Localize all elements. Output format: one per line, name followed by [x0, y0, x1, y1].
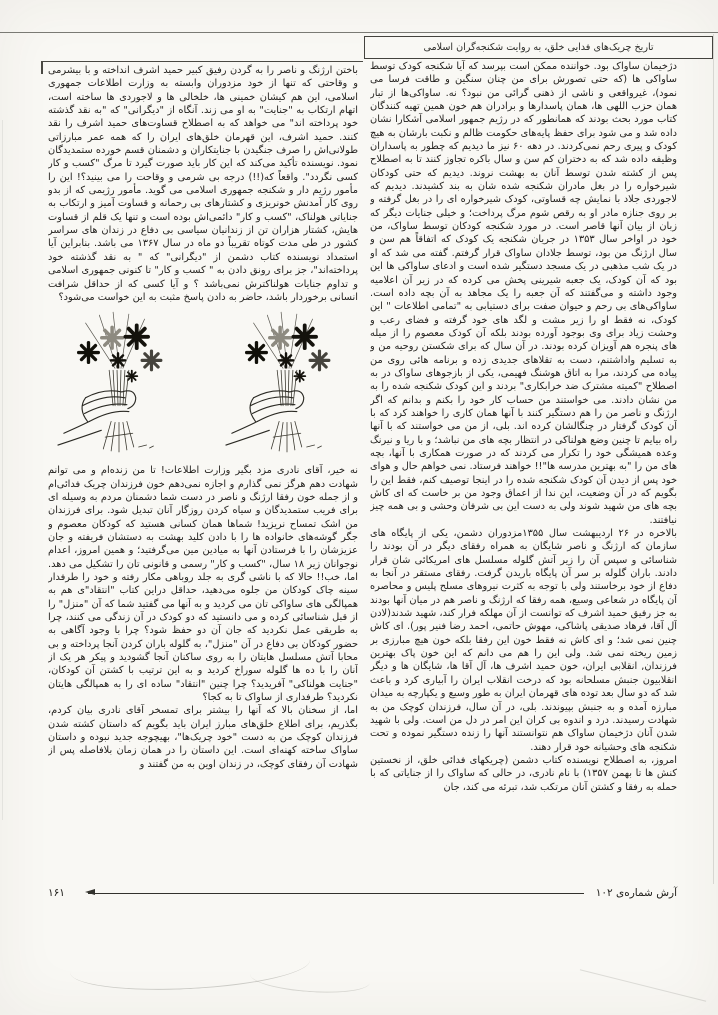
bouquet-drawing-right: [224, 311, 350, 459]
left-column-corner-tick: [41, 61, 43, 74]
paragraph: باختن ارژنگ و ناصر را به گردن رفیق کبیر حمید اشرف انداخته و با بیشرمی و وقاحتی که تنها از خود مزدوران وابسته به وزارت اطلاعات جمهوری اسلامی، این هم کیشان خمینی ها، خلخالی ها و لاجوردی ها ساخته است، اتهام ارتکاب به "جنایت" به او می زند. آنگاه از "دیگرانی" که "به نقد گذشته خود پرداخته اند" می خواهد که به اصطلاح قساوت‌های حمید اشرف را نقد کنند. حمید اشرف، این قهرمان خلق‌های ایران را که همه عمر مبارزاتی طولانی‌اش را صرف جنگیدن با جنایتکاران و دشمنان قسم خورده ستمدیدگان نمود. نویسنده تأکید می‌کند که این کار باید صورت گیرد تا مرگ "کسب و کار کسی نگردد". واقعاً که(!!) درجه بی شرمی و وقاحت را می بینید؟! این را مأمور رژیم دار و شکنجه جمهوری اسلامی می گوید. مأمور رژیمی که از بدو روی کار آمدنش خونریزی و کشتارهای بی رحمانه و قساوت آمیز و ارتکاب به جنایاتی هولناک، "کسب و کار" دائمی‌اش بوده است و تنها یک قلم از قساوت هایش، کشتار هزاران تن از زندانیان سیاسی بی دفاع در زندان های سراسر کشور در طی مدت کوتاه تقریباً دو ماه در سال ۱۳۶۷ می باشد. بنابراین آیا استمداد نویسنده کتاب دشمن از "دیگرانی" که " به نقد گذشته خود پرداخته‌اند"، جز برای رونق دادن به " کسب و کار" تا کنونی جمهوری اسلامی و تداوم جنایات هولناکترش نمی‌باشد ؟ و آیا کسی که از حداقل شرافت انسانی برخوردار باشد، حاضر به دادن پاسخ مثبت به این خواست می‌شود؟: [48, 65, 358, 303]
page-number: ۱۶۱: [48, 887, 65, 899]
left-text-column: [48, 64, 358, 884]
scan-artifact: [713, 34, 714, 884]
flower-bouquet-illustration: [48, 309, 358, 461]
right-text-column: [370, 60, 677, 884]
footer-arrow-icon: [88, 893, 584, 894]
header-rule: [0, 32, 718, 33]
journal-title: آرش شماره‌ی ۱۰۲: [595, 887, 677, 899]
scan-artifact: [69, 938, 311, 995]
header-title: تاریخ چریک‌های فدایی خلق، به روایت شکنجه‌گران اسلامی: [423, 42, 654, 53]
paragraph: دژخیمان ساواک بود. خواننده ممکن است بپرسد که آیا شکنجه کودک توسط ساواکی ها (که حتی تصورش برای من چنان سنگین و طاقت فرسا می نمود)، غیرواقعی و ناشی از ذهنی گرائی من نبود؟ نه. ساواکی‌ها از تبار همان حزب اللهی ها، همان پاسدارها و برادران هم خون همین تهیه کنندگان کتاب مورد بحث بودند که همانطور که در رژیم جمهور اسلامی آشکارا نشان داده شد و می شود برای حفظ پایه‌های حکومت ظالم و نکبت بارشان به هیچ کودک و پیری رحم نمی‌کردند. در دهه ۶۰ نیز ما دیدیم که چطور به پاسداران وظیفه داده شد که به دختران کم سن و سال باکره تجاوز کنند تا به اصطلاح پس از کشته شدن توسط آنان به بهشت نروند. دیدیم که حتی کودکان شیرخواره را در بغل مادران شکنجه شده شان به بند کشیدند. دیدیم که لاجوردی جلاد با نمایش چه قساوتی، کودک شیرخواره ای را در بغل گرفته و بر روی جنازه مادر او به رقص شوم مرگ پرداخت؛ و خیلی جنایات دیگر که زبان از بیان آنها قاصر است. در مورد شکنجه کودکان توسط ساواک، من خود در اواخر سال ۱۳۵۳ در جریان شکنجه یک کودک که اتفاقاً هم سن و سال ارژنگ من بود، توسط جلادان ساواک قرار گرفتم. گفته می شد که او در یک شب مذهبی در یک مسجد دستگیر شده است و ادعای ساواکی ها این بود که آن کودک، یک جعبه شیرینی پخش می کرده که در زیر آن اعلامیه وجود داشته و می‌گفتند که آن جعبه را یک مجاهد به آن بچه داده است. ساواکی‌های بی رحم و حیوان صفت برای دستیابی به "تمامی اطلاعات " این کودک، نه فقط او را زیر مشت و لگد های خود گرفته و فضای رعب و وحشت زیاد برای وی بوجود آورده بودند بلکه آن کودک معصوم را از میله های پنجره هم آویزان کرده بودند. در آن سال که برای شکستن روحیه من و به تسلیم واداشتنم، دست به تقلاهای جدیدی زده و برنامه هائی روی من پیاده می کردند، مرا به اتاق هوشنگ فهیمی، یکی از بازجوهای ساواک در به اصطلاح "کمیته مشترک ضد خرابکاری" بردند و این کودک شکنجه شده را به من نشان دادند. می خواستند من حساب کار خود را بکنم و بدانم که اگر ارژنگ و ناصر من را هم دستگیر کنند با آنها همان کاری را خواهند کرد که با آن کودک گرفتار در چنگالشان کرده اند. بلی، از من می خواستند که با آنها راه بیایم تا چنین وضع هولناکی در انتظار بچه های من نباشد؛ و با ریا و نیرنگ وعده همیشگی خود را تکرار می کردند که در صورت همکاری با آنها، بچه های من را "به بهترین مدرسه ها"!! خواهند فرستاد. نمی خواهم حال و هوای خود پس از دیدن آن کودک شکنجه شده را در اینجا توصیف کنم، فقط این را بگویم که در آن وضعیت، این ندا از اعماق وجود من بر خاست که ای کاش بچه های من شهید شوند ولی به دست این بی شرفان وحشی و بی همه چیز نیافتند.: [370, 61, 677, 526]
bouquet-drawing-left: [56, 311, 182, 459]
paragraph: بالاخره در ۲۶ اردیبهشت سال ۱۳۵۵مزدوران دشمن، یکی از پایگاه های سازمان که ارژنگ و ناصر شایگان به همراه رفقای دیگر در آن بودند را شناسائی و سپس آن را زیر آتش گلوله مسلسل های امریکائی شان قرار دادند. باران گلوله بر سر آن پایگاه باریدن گرفت. رفقای مستقر در آنجا به دفاع از خود برخاستند ولی با توجه به کثرت نیروهای مسلح پلیس و محاصره آن پایگاه در شعاعی وسیع، همه رفقا که ارژنگ و ناصر هم در میان آنها بودند به جز رفیق حمید اشرف که توانست از آن مهلکه فرار کند، شهید شدند(لادن آل آقا، فرهاد صدیقی پاشاکی، مهوش حاتمی، احمد رضا فنیر پور). ای کاش چنین نمی شد؛ و ای کاش نه فقط خون این رفقا بلکه خون هیچ مبارزی بر زمین ریخته نمی شد. ولی این را هم می دانم که این خون پاک بهترین فرزندان, انقلابی ایران، خون حمید اشرف ها، آل آقا ها، شایگان ها و دیگر انقلابیون جنبش مسلحانه بود که درخت انقلاب ایران را آبیاری کرد و باعث شد که دو سال بعد توده های قهرمان ایران به طور وسیع و یکپارچه به میدان مبارزه آمده و به جنبش بپیوندند. بلی، در آن سال، فرزندان کوچک من به شهادت رسیدند. درد و اندوه بی کران این امر در دل من است. ولی با شهید شدن آنان دژخیمان ساواک هم نتوانستند آنها را زنده دستگیر نموده و تحت شکنجه های وحشیانه خود قرار دهند.: [370, 528, 677, 753]
page-footer: [48, 884, 677, 902]
header-title-box: [364, 36, 713, 59]
scan-artifact: [249, 961, 371, 996]
paragraph: امروز، به اصطلاح نویسنده کتاب دشمن (چریکهای فدائی خلق، از نخستین کنش ها تا بهمن ۱۳۵۷) با نام نادری، در حالی که ساواک را از جنایاتی که با حمله به رفقا و کشتن آنان مرتکب شد، تبرئه می کند، جان: [370, 754, 677, 793]
scan-artifact: [2, 120, 3, 820]
paragraph: نه خیر، آقای نادری مزد بگیر وزارت اطلاعات! تا من زنده‌ام و می توانم شهادت دهم هرگز نمی گذارم و اجازه نمی‌دهم خون فرزندان چریک فدائی‌ام و از جمله خون رفقا ارژنگ و ناصر در دست شما دشمنان مردم به وسیله ای برای فریب ستمدیدگان و سیاه کردن روزگار آنان تبدیل شود. برای فرزندان من اشک تمساح نریزید! شماها همان کسانی هستید که کودکان معصوم و جگر گوشه‌های خانواده ها را با دادن کلید بهشت به دستشان فریفته و جان عزیزشان را با فرستادن آنها به میادین مین می‌گرفتید؛ و همین امروز، اعدام نوجوانان زیر ۱۸ سال، "کسب و کار" رسمی و قانونی تان را تشکیل می دهد. اما، خب!! حالا که با ناشی گری به جلد روباهی مکار رفته و خود را طرفدار سینه چاک کودکان من جلوه می‌دهید، حداقل دراین کتاب "انتقاد"ی هم به همپالگی های ساواکی تان می کردید و به آنها می گفتید شما که آن "منزل" را از قبل شناسائی کرده و می دانستید که دو کودک در آن زندگی می کنند، چرا به طریقی عمل نکردید که جان آن دو حفظ شود؟ چرا با وجود آگاهی به حضور کودکان بی دفاع در آن "منزل"، به گلوله باران کردن آنجا پرداخته و بی محابا آتش مسلسل هایتان را به روی ساکنان آنجا گشودید و پیکر هر یک از آنان را با ده ها گلوله سوراخ کردید و به این ترتیب با کشتن آن کودکان، "جنایت هولناکی" آفریدید؟ چرا چنین "انتقاد" ساده ای را به همپالگی هایتان نکردید؟ طرفداری از ساواک تا به کجا؟: [48, 465, 358, 704]
left-column-top-rule: [41, 61, 363, 62]
paragraph: اما، از سخنان بالا که آنها را بیشتر برای تمسخر آقای نادری بیان کردم، بگذریم، برای اطلاع خلق‌های مبارز ایران باید بگویم که داستان کشته شدن فرزندان کوچک من به دست "خود چریک‌ها"، بهیچوجه جدید نبوده و داستان ساواک ساخته کهنه‌ای است. این داستان را در همان زمان بلافاصله پس از شهادت آن رفقای کوچک، در زندان اوین به من گفتند و: [48, 705, 358, 770]
scan-artifact: [580, 969, 706, 1001]
